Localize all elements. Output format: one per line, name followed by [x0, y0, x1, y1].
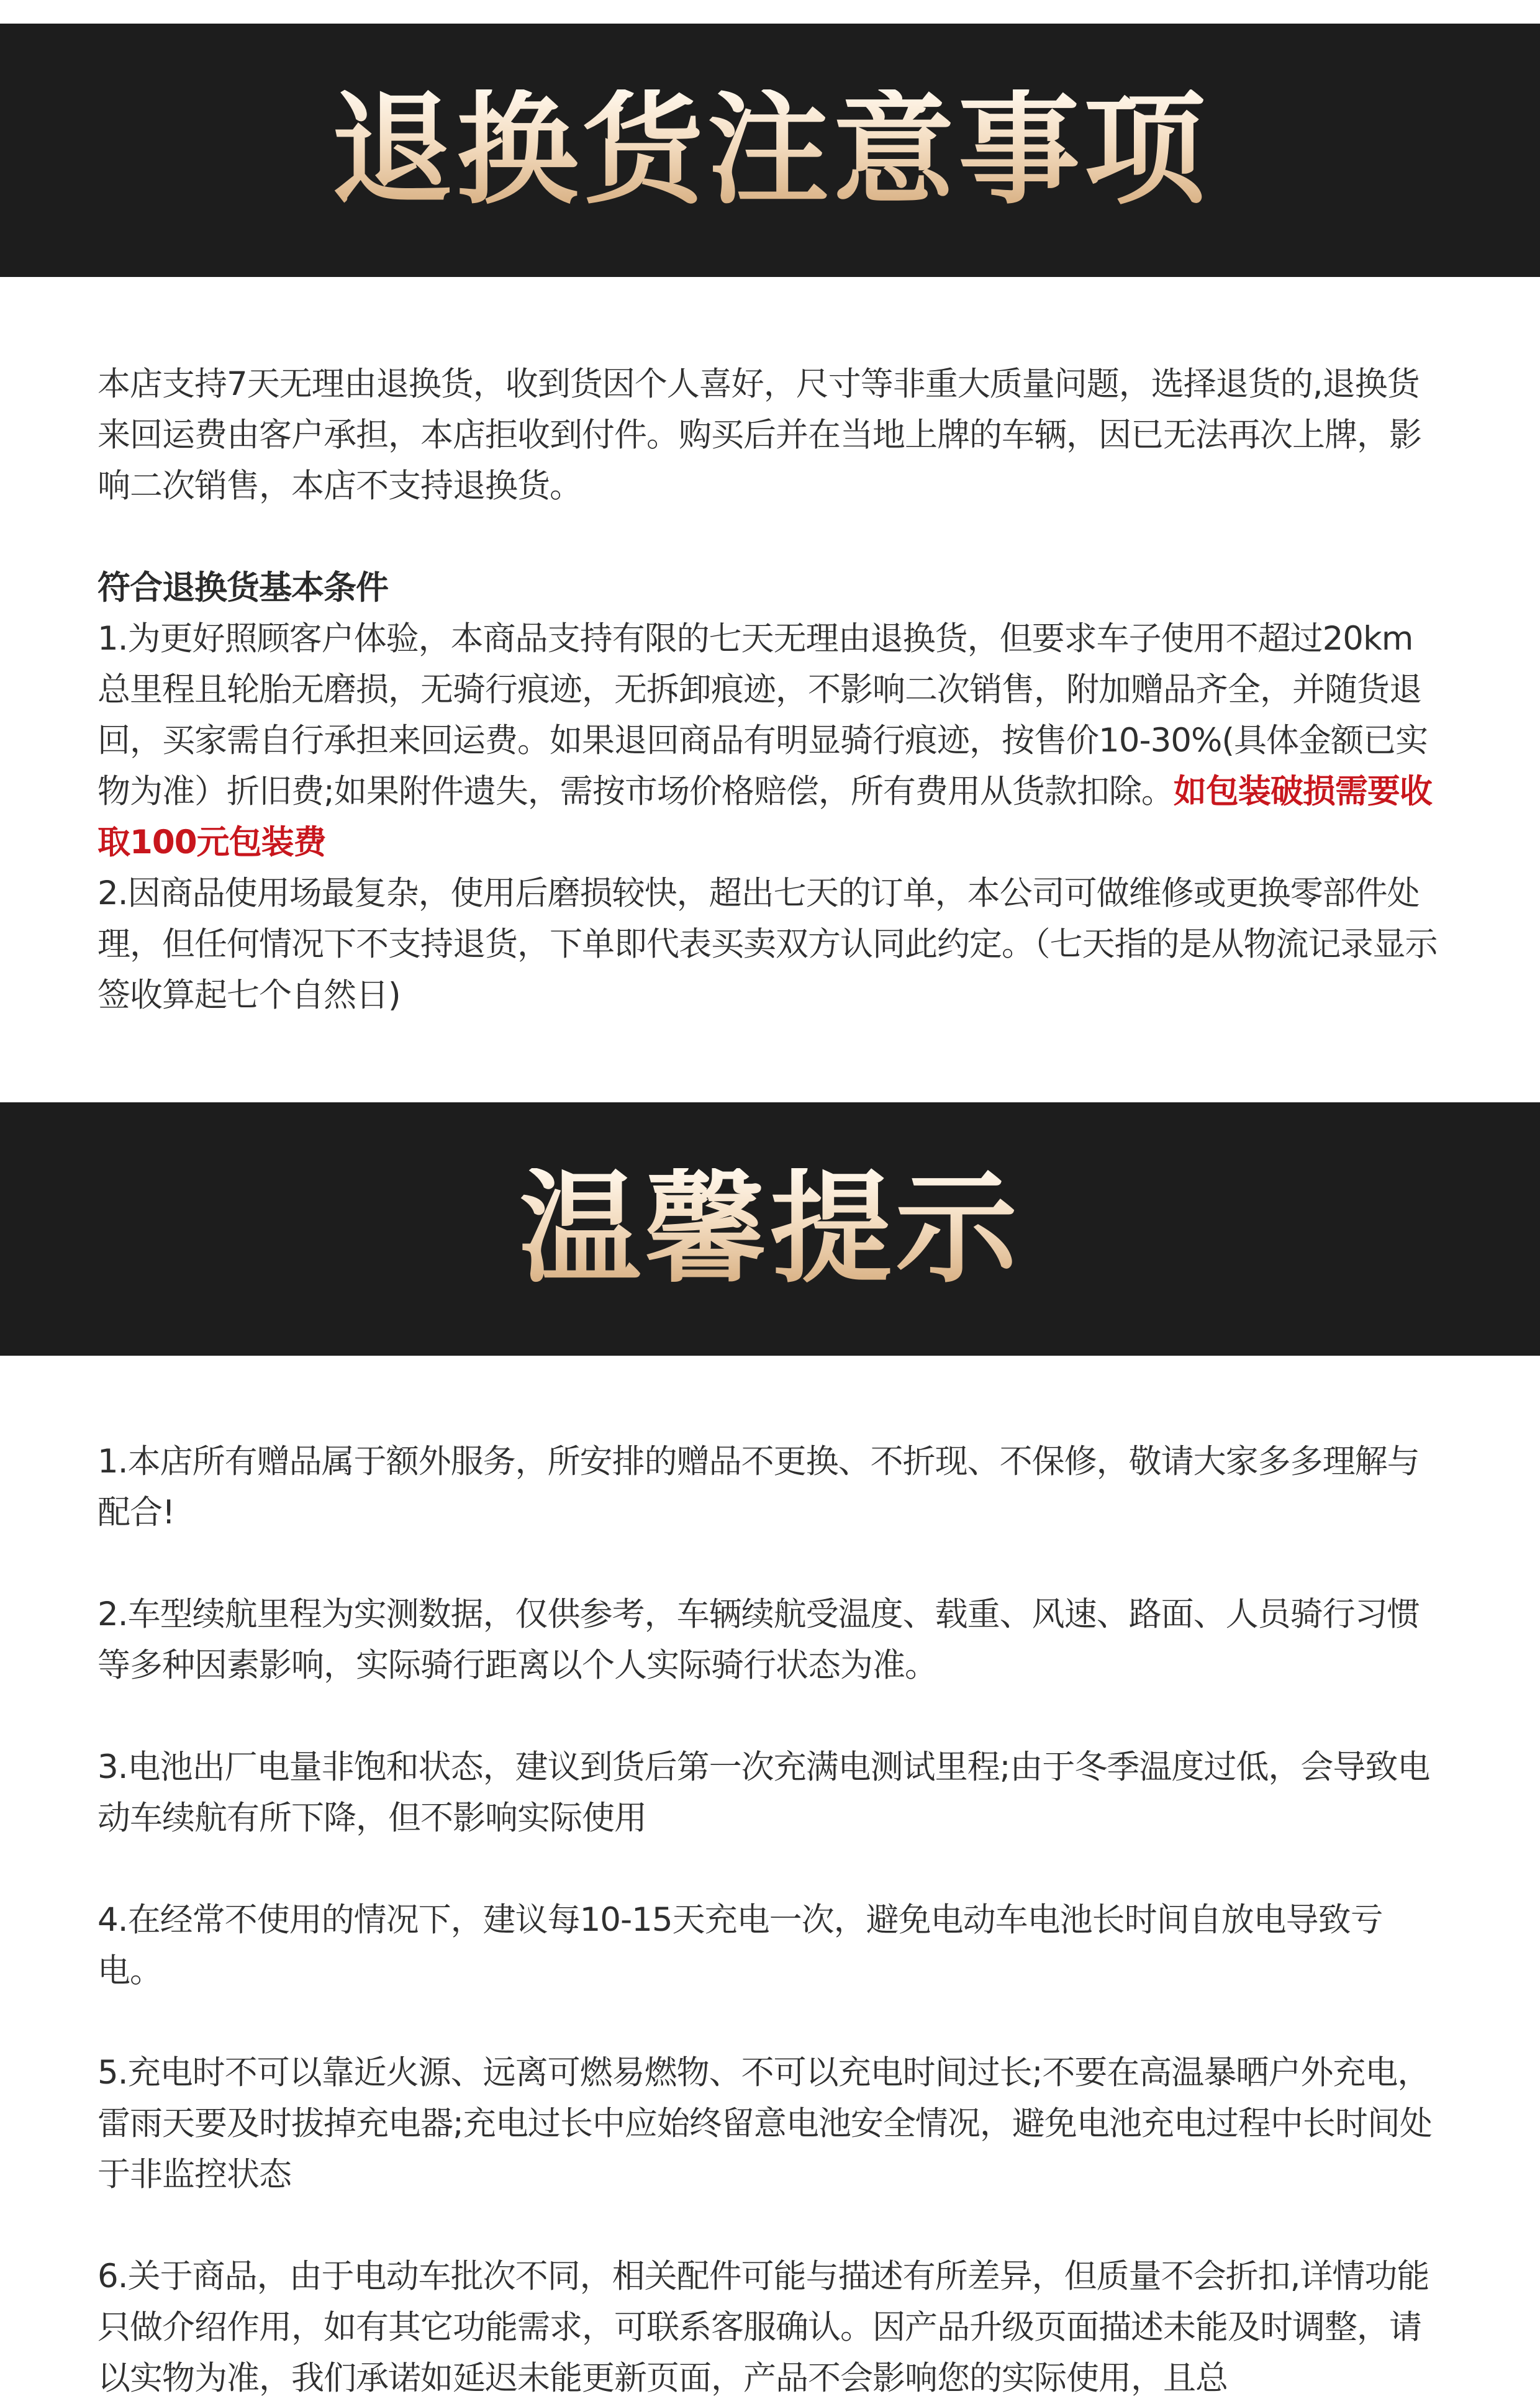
condition-2: 2.因商品使用场最复杂，使用后磨损较快，超出七天的订单，本公司可做维修或更换零部件处理，但任何情况下不支持退货，下单即代表买卖双方认同此约定。（七天指的是从物流记录显示签收算起七个自然日) — [97, 874, 1438, 1014]
conditions-heading: 符合退换货基本条件 — [97, 569, 388, 607]
spacer — [97, 1691, 1445, 1742]
spacer — [97, 2200, 1445, 2251]
spacer — [97, 1538, 1445, 1589]
tip-item: 3.电池出厂电量非饱和状态，建议到货后第一次充满电测试里程;由于冬季温度过低，会导致电动车续航有所下降，但不影响实际使用 — [97, 1748, 1430, 1837]
returns-intro: 本店支持7天无理由退换货，收到货因个人喜好，尺寸等非重大质量问题，选择退货的,退换货来回运费由客户承担，本店拒收到付件。购买后并在当地上牌的车辆，因已无法再次上牌，影响二次销售，本店不支持退换货。 — [97, 365, 1421, 505]
tip-item: 4.在经常不使用的情况下，建议每10-15天充电一次，避免电动车电池长时间自放电导致亏电。 — [97, 1901, 1383, 1990]
tips-section — [97, 1436, 1445, 2404]
tip-item: 5.充电时不可以靠近火源、远离可燃易燃物、不可以充电时间过长;不要在高温暴晒户外充电，雷雨天要及时拔掉充电器;充电过长中应始终留意电池安全情况，避免电池充电过程中长时间处于非监控状态 — [97, 2054, 1432, 2193]
spacer — [97, 1844, 1445, 1895]
spacer — [97, 512, 1445, 563]
tips-banner — [0, 1102, 1540, 1356]
packaging-fee-warning: 如包装破损需要收取100元包装费 — [97, 773, 1432, 861]
returns-section — [97, 359, 1445, 1021]
tips-title: 温馨提示 — [519, 1158, 1021, 1300]
returns-banner — [0, 24, 1540, 277]
condition-1 — [97, 614, 1445, 868]
tip-item: 6.关于商品，由于电动车批次不同，相关配件可能与描述有所差异，但质量不会折扣,详情功能只做介绍作用，如有其它功能需求，可联系客服确认。因产品升级页面描述未能及时调整，请以实物为准，我们承诺如延迟未能更新页面，产品不会影响您的实际使用，且总 — [97, 2257, 1429, 2397]
tip-item: 2.车型续航里程为实测数据，仅供参考，车辆续航受温度、载重、风速、路面、人员骑行习惯等多种因素影响，实际骑行距离以个人实际骑行状态为准。 — [97, 1595, 1420, 1684]
returns-title: 退换货注意事项 — [330, 79, 1209, 221]
tip-item: 1.本店所有赠品属于额外服务，所安排的赠品不更换、不折现、不保修，敬请大家多多理解与配合! — [97, 1443, 1420, 1531]
condition-1-text: 1.为更好照顾客户体验，本商品支持有限的七天无理由退换货，但要求车子使用不超过20km总里程且轮胎无磨损，无骑行痕迹，无拆卸痕迹，不影响二次销售，附加赠品齐全，并随货退回，买家需自行承担来回运费。如果退回商品有明显骑行痕迹，按售价10-30%(具体金额已实物为准）折旧费;如果附件遗失，需按市场价格赔偿，所有费用从货款扣除。 — [97, 620, 1428, 810]
spacer — [97, 1997, 1445, 2048]
